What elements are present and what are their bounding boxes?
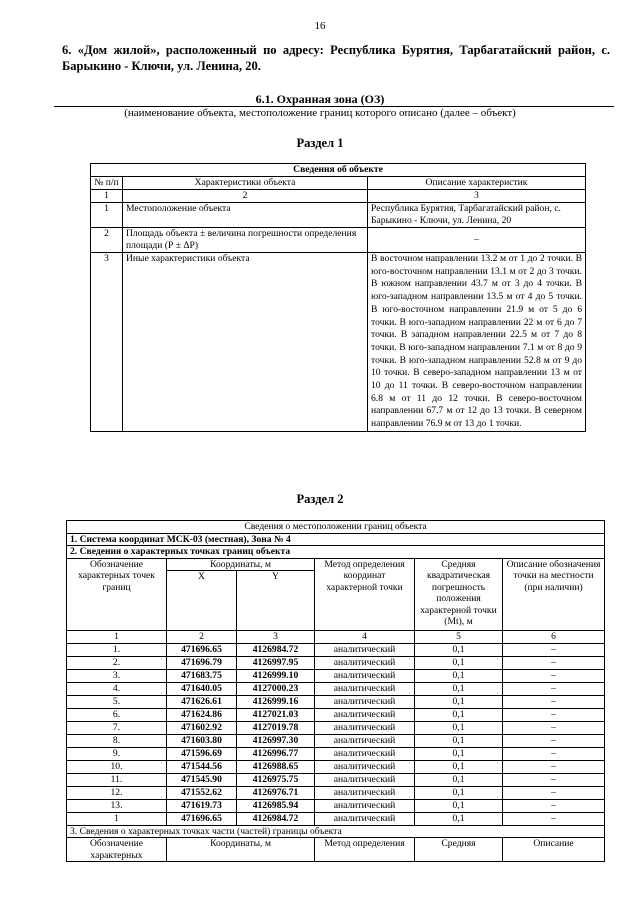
coord-y: 4126996.77	[237, 747, 315, 760]
coord-y: 4126999.10	[237, 669, 315, 682]
table-row	[67, 656, 605, 669]
description: –	[503, 721, 605, 734]
col-header-y: Y	[237, 571, 315, 631]
error: 0,1	[415, 747, 503, 760]
error: 0,1	[415, 734, 503, 747]
coord-x: 471640.05	[167, 682, 237, 695]
coord-x: 471696.79	[167, 656, 237, 669]
table-row	[67, 773, 605, 786]
description: –	[503, 656, 605, 669]
table-row	[67, 721, 605, 734]
description: –	[503, 747, 605, 760]
error: 0,1	[415, 669, 503, 682]
table-row	[67, 747, 605, 760]
description: –	[503, 734, 605, 747]
col-number: 4	[315, 631, 415, 644]
parts-col-header: Описание	[503, 838, 605, 862]
error: 0,1	[415, 656, 503, 669]
parts-col-header: Обозначение характерных	[67, 838, 167, 862]
point-id: 3.	[67, 669, 167, 682]
coord-x: 471696.65	[167, 812, 237, 825]
description: –	[503, 786, 605, 799]
object-info-table	[90, 163, 586, 432]
method: аналитический	[315, 721, 415, 734]
col-header-point: Обозначение характерных точек границ	[67, 558, 167, 631]
coord-x: 471545.90	[167, 773, 237, 786]
section-2-title: Раздел 2	[296, 492, 344, 506]
col-number: 5	[415, 631, 503, 644]
point-id: 2.	[67, 656, 167, 669]
boundary-coordinates-table	[66, 520, 605, 862]
coord-y: 4126997.30	[237, 734, 315, 747]
coord-y: 4126988.65	[237, 760, 315, 773]
row-number: 3	[91, 253, 123, 432]
table-row	[67, 799, 605, 812]
coord-x: 471619.73	[167, 799, 237, 812]
col-header-x: X	[167, 571, 237, 631]
table-row	[67, 695, 605, 708]
description: –	[503, 695, 605, 708]
col-header-coords: Координаты, м	[167, 558, 315, 571]
table-row	[67, 708, 605, 721]
coord-x: 471552.62	[167, 786, 237, 799]
table-row	[67, 760, 605, 773]
error: 0,1	[415, 799, 503, 812]
parts-col-header: Метод определения	[315, 838, 415, 862]
method: аналитический	[315, 643, 415, 656]
error: 0,1	[415, 812, 503, 825]
description: –	[503, 799, 605, 812]
section-1-title: Раздел 1	[296, 136, 344, 150]
table-row	[67, 669, 605, 682]
col-number: 2	[167, 631, 237, 644]
point-id: 1.	[67, 643, 167, 656]
coord-x: 471596.69	[167, 747, 237, 760]
description: –	[503, 773, 605, 786]
table-row	[91, 253, 586, 432]
coord-y: 4127019.78	[237, 721, 315, 734]
col-number: 1	[91, 190, 123, 203]
point-id: 8.	[67, 734, 167, 747]
error: 0,1	[415, 643, 503, 656]
coord-y: 4127021.03	[237, 708, 315, 721]
table-row	[91, 228, 586, 253]
table-row	[67, 734, 605, 747]
point-id: 13.	[67, 799, 167, 812]
col-header-description: Описание обозначения точки на местности (при наличии)	[503, 558, 605, 631]
point-id: 1	[67, 812, 167, 825]
parts-col-header: Координаты, м	[167, 838, 315, 862]
table-row	[67, 786, 605, 799]
method: аналитический	[315, 799, 415, 812]
method: аналитический	[315, 669, 415, 682]
error: 0,1	[415, 721, 503, 734]
method: аналитический	[315, 786, 415, 799]
coord-x: 471626.61	[167, 695, 237, 708]
characteristic: Иные характеристики объекта	[123, 253, 368, 432]
table-row	[91, 203, 586, 228]
error: 0,1	[415, 682, 503, 695]
coord-y: 4126985.94	[237, 799, 315, 812]
table-row	[67, 812, 605, 825]
point-id: 5.	[67, 695, 167, 708]
error: 0,1	[415, 786, 503, 799]
point-id: 10.	[67, 760, 167, 773]
subsection-caption: (наименование объекта, местоположение границ которого описано (далее – объект)	[124, 107, 516, 119]
point-id: 11.	[67, 773, 167, 786]
table-row	[67, 682, 605, 695]
point-id: 9.	[67, 747, 167, 760]
method: аналитический	[315, 760, 415, 773]
description: –	[368, 228, 586, 253]
point-id: 6.	[67, 708, 167, 721]
description: –	[503, 812, 605, 825]
error: 0,1	[415, 760, 503, 773]
col-number: 2	[123, 190, 368, 203]
point-id: 12.	[67, 786, 167, 799]
page-number: 16	[314, 20, 326, 32]
method: аналитический	[315, 747, 415, 760]
parts-col-header: Средняя	[415, 838, 503, 862]
table-title: Сведения о местоположении границ объекта	[67, 521, 605, 534]
error: 0,1	[415, 695, 503, 708]
point-id: 4.	[67, 682, 167, 695]
characteristic: Местоположение объекта	[123, 203, 368, 228]
coord-y: 4126984.72	[237, 812, 315, 825]
characteristic: Площадь объекта ± величина погрешности определения площади (Р ± ΔР)	[123, 228, 368, 253]
coord-x: 471624.86	[167, 708, 237, 721]
coord-system: 1. Система координат МСК-03 (местная), Зона № 4	[67, 533, 605, 546]
parts-header: 3. Сведения о характерных точках части (частей) границы объекта	[67, 825, 605, 838]
coord-y: 4127000.23	[237, 682, 315, 695]
point-id: 7.	[67, 721, 167, 734]
col-header-error: Средняя квадратическая погрешность положения характерной точки (Mt), м	[415, 558, 503, 631]
table-title: Сведения об объекте	[91, 164, 586, 177]
col-number: 3	[368, 190, 586, 203]
method: аналитический	[315, 773, 415, 786]
col-header-method: Метод определения координат характерной точки	[315, 558, 415, 631]
coord-x: 471683.75	[167, 669, 237, 682]
method: аналитический	[315, 734, 415, 747]
method: аналитический	[315, 682, 415, 695]
description: –	[503, 669, 605, 682]
coord-y: 4126976.71	[237, 786, 315, 799]
table-row	[67, 643, 605, 656]
description: –	[503, 682, 605, 695]
col-header: Характеристики объекта	[123, 177, 368, 190]
coord-y: 4126984.72	[237, 643, 315, 656]
coord-y: 4126975.75	[237, 773, 315, 786]
description: –	[503, 643, 605, 656]
method: аналитический	[315, 656, 415, 669]
coord-x: 471603.80	[167, 734, 237, 747]
subsection-title: 6.1. Охранная зона (ОЗ)	[255, 92, 385, 106]
method: аналитический	[315, 708, 415, 721]
description: Республика Бурятия, Тарбагатайский район, с. Барыкино - Ключи, ул. Ленина, 20	[368, 203, 586, 228]
col-number: 6	[503, 631, 605, 644]
coord-y: 4126997.95	[237, 656, 315, 669]
row-number: 2	[91, 228, 123, 253]
description: В восточном направлении 13.2 м от 1 до 2 точки. В юго-восточном направлении 13.1 м от 2 до 3 точки. В южном направлении 43.7 м от 3 до 4 точки. В юго-западном направлении 13.5 м от 4 до 5 точки. В юго-восточном направлении 21.9 м от 5 до 6 точки. В юго-западном направлении 22 м от 6 до 7 точки. В западном направлении 22.5 м от 7 до 8 точки. В юго-западном направлении 7.1 м от 8 до 9 точки. В юго-западном направлении 52.8 м от 9 до 10 точки. В северо-западном направлении 13 м от 10 до 11 точки. В северо-восточном направлении 6.8 м от 11 до 12 точки. В северо-восточном направлении 67.7 м от 12 до 13 точки. В северном направлении 76.9 м от 13 до 1 точки.	[368, 253, 586, 432]
coord-x: 471696.65	[167, 643, 237, 656]
object-heading: 6. «Дом жилой», расположенный по адресу: Республика Бурятия, Тарбагатайский район, с. Барыкино - Ключи, ул. Ленина, 20.	[62, 43, 610, 73]
coord-x: 471602.92	[167, 721, 237, 734]
method: аналитический	[315, 812, 415, 825]
col-header: № п/п	[91, 177, 123, 190]
col-header: Описание характеристик	[368, 177, 586, 190]
method: аналитический	[315, 695, 415, 708]
col-number: 1	[67, 631, 167, 644]
col-number: 3	[237, 631, 315, 644]
description: –	[503, 760, 605, 773]
coord-x: 471544.56	[167, 760, 237, 773]
error: 0,1	[415, 773, 503, 786]
row-number: 1	[91, 203, 123, 228]
description: –	[503, 708, 605, 721]
error: 0,1	[415, 708, 503, 721]
coord-y: 4126999.16	[237, 695, 315, 708]
points-header: 2. Сведения о характерных точках границ объекта	[67, 546, 605, 559]
